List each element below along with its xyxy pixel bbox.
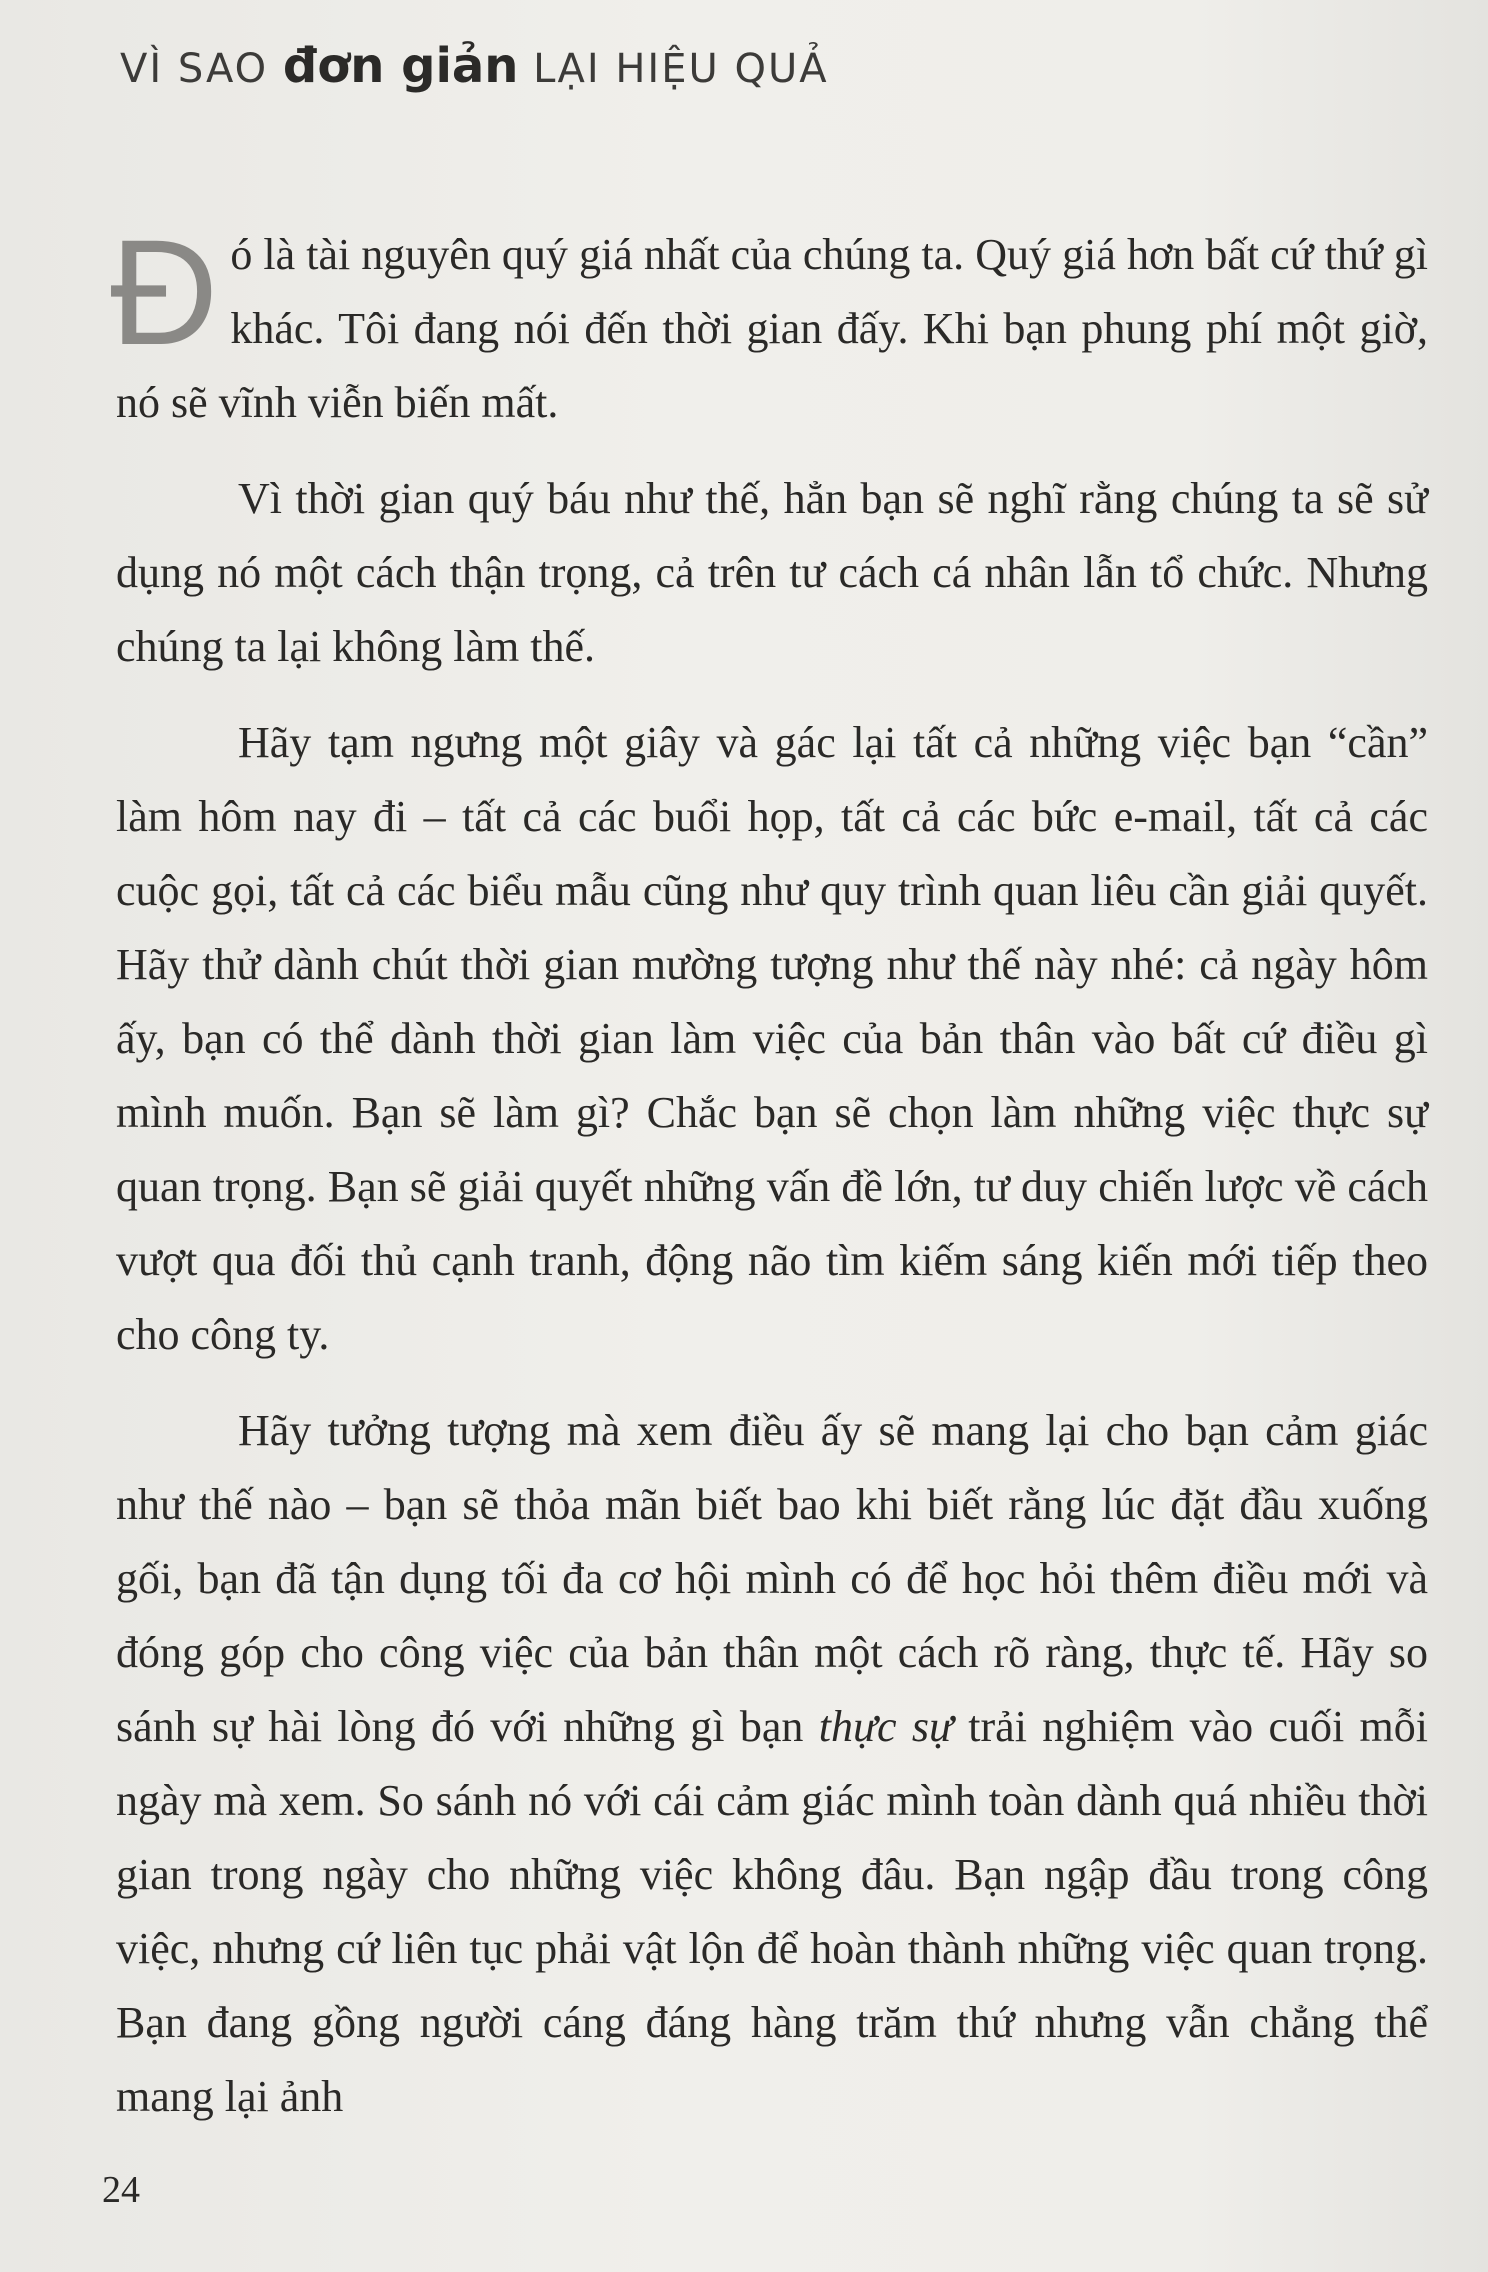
paragraph-1-text: ó là tài nguyên quý giá nhất của chúng ta. Quý giá hơn bất cứ thứ gì khác. Tôi đang nói đến thời gian đấy. Khi bạn phung phí một giờ, nó sẽ vĩnh viễn biến mất.: [116, 230, 1428, 427]
paragraph-1: [110, 208, 1428, 440]
header-suffix: LẠI HIỆU QUẢ: [518, 46, 829, 92]
running-header: [120, 38, 829, 94]
header-prefix: VÌ SAO: [120, 46, 283, 92]
paragraph-4-italic: thực sự: [818, 1702, 953, 1751]
paragraph-4-text-a: Hãy tưởng tượng mà xem điều ấy sẽ mang lại cho bạn cảm giác như thế nào – bạn sẽ thỏa mãn biết bao khi biết rằng lúc đặt đầu xuống gối, bạn đã tận dụng tối đa cơ hội mình có để học hỏi thêm điều mới và đóng góp cho công việc của bản thân một cách rõ ràng, thực tế. Hãy so sánh sự hài lòng đó với những gì bạn: [116, 1406, 1428, 1751]
body-text: [110, 208, 1429, 2156]
header-bold-title: đơn giản: [282, 38, 519, 94]
paragraph-3: Hãy tạm ngưng một giây và gác lại tất cả những việc bạn “cần” làm hôm nay đi – tất cả các buổi họp, tất cả các bức e-mail, tất cả các cuộc gọi, tất cả các biểu mẫu cũng như quy trình quan liêu cần giải quyết. Hãy thử dành chút thời gian mường tượng như thế này nhé: cả ngày hôm ấy, bạn có thể dành thời gian làm việc của bản thân vào bất cứ điều gì mình muốn. Bạn sẽ làm gì? Chắc bạn sẽ chọn làm những việc thực sự quan trọng. Bạn sẽ giải quyết những vấn đề lớn, tư duy chiến lược về cách vượt qua đối thủ cạnh tranh, động não tìm kiếm sáng kiến mới tiếp theo cho công ty.: [116, 718, 1428, 1359]
paragraph-2: Vì thời gian quý báu như thế, hẳn bạn sẽ nghĩ rằng chúng ta sẽ sử dụng nó một cách thận trọng, cả trên tư cách cá nhân lẫn tổ chức. Nhưng chúng ta lại không làm thế.: [116, 474, 1428, 671]
drop-cap: Đ: [110, 208, 219, 376]
paragraph-4: [116, 1394, 1428, 2134]
page-number: 24: [102, 2169, 140, 2211]
paragraph-4-text-b: trải nghiệm vào cuối mỗi ngày mà xem. So sánh nó với cái cảm giác mình toàn dành quá nhiều thời gian trong ngày cho những việc không đâu. Bạn ngập đầu trong công việc, nhưng cứ liên tục phải vật lộn để hoàn thành những việc quan trọng. Bạn đang gồng người cáng đáng hàng trăm thứ nhưng vẫn chẳng thể mang lại ảnh: [116, 1702, 1429, 2121]
